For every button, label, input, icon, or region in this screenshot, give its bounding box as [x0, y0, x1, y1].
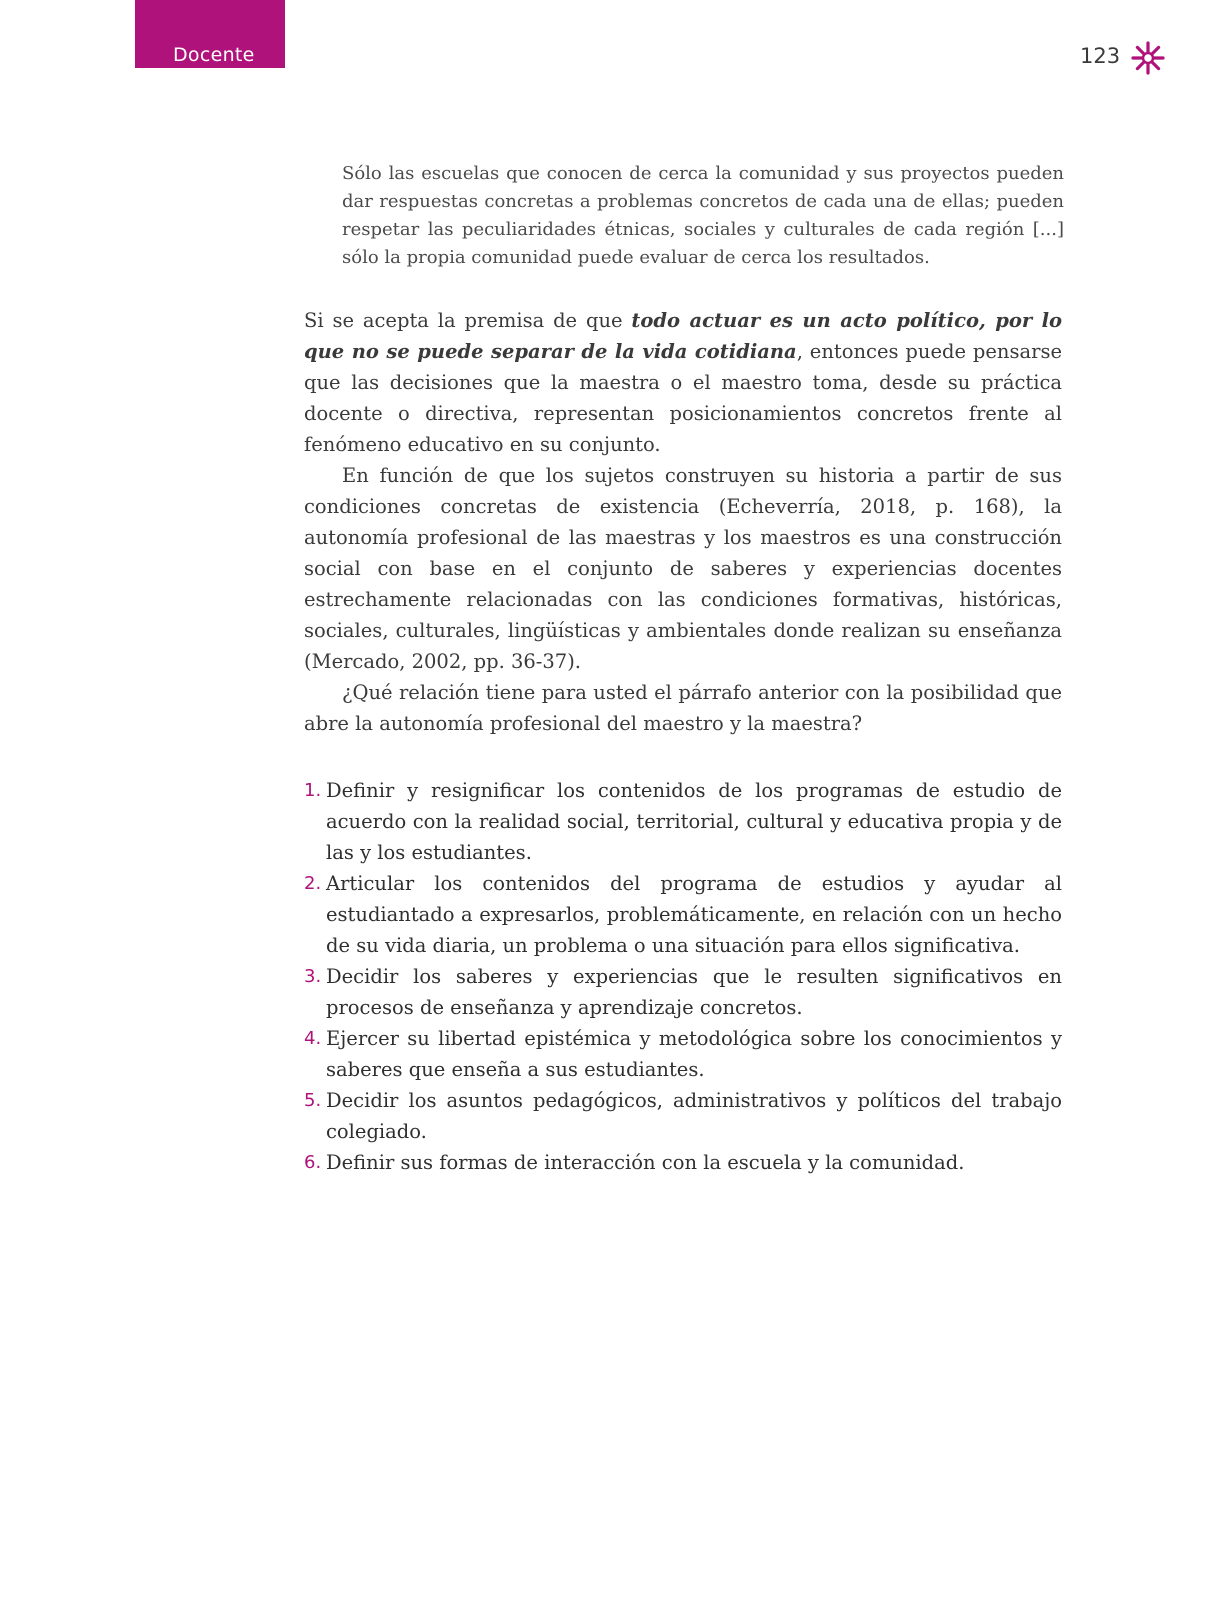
page-number: 123 — [1080, 44, 1121, 68]
list-text: Ejercer su libertad epistémica y metodológica sobre los conocimientos y saberes que enseña a sus estudiantes. — [326, 1027, 1062, 1081]
list-text: Decidir los saberes y experiencias que le resulten significativos en procesos de enseñanza y aprendizaje concretos. — [326, 965, 1062, 1019]
section-label: Docente — [173, 44, 255, 66]
list-text: Definir y resignificar los contenidos de los programas de estudio de acuerdo con la realidad social, territorial, cultural y educativa propia y de las y los estudiantes. — [326, 779, 1062, 864]
body-text — [304, 305, 1062, 739]
list-text: Articular los contenidos del programa de estudios y ayudar al estudiantado a expresarlos, problemáticamente, en relación con un hecho de su vida diaria, un problema o una situación para ellos significativa. — [326, 872, 1062, 957]
list-item — [304, 1085, 1062, 1147]
premise-intro: Si se acepta la premisa de que — [304, 309, 632, 332]
numbered-list — [304, 775, 1062, 1178]
list-item — [304, 868, 1062, 961]
list-number: 1. — [304, 780, 322, 801]
list-item — [304, 1023, 1062, 1085]
list-text: Decidir los asuntos pedagógicos, administrativos y políticos del trabajo colegiado. — [326, 1089, 1062, 1143]
list-item — [304, 775, 1062, 868]
premise-rest: , entonces puede pensarse que las decisiones que la maestra o el maestro toma, desde su práctica docente o directiva, representan posicionamientos concretos frente al fenómeno educativo en su conjunto. — [304, 340, 1062, 456]
list-number: 3. — [304, 966, 322, 987]
block-quote — [342, 160, 1064, 272]
list-number: 2. — [304, 873, 322, 894]
list-item — [304, 961, 1062, 1023]
quote-text: Sólo las escuelas que conocen de cerca la comunidad y sus proyectos pueden dar respuestas concretas a problemas concretos de cada una de ellas; pueden respetar las peculiaridades étnicas, sociales y culturales de cada región [...] sólo la propia comunidad puede evaluar de cerca los resultados. — [342, 163, 1064, 268]
list-number: 4. — [304, 1028, 322, 1049]
paragraph-autonomy: En función de que los sujetos construyen su historia a partir de sus condiciones concretas de existencia (Echeverría, 2018, p. 168), la autonomía profesional de las maestras y los maestros es una construcción social con base en el conjunto de saberes y experiencias docentes estrechamente relacionadas con las condiciones formativas, históricas, sociales, culturales, lingüísticas y ambientales donde realizan su enseñanza (Mercado, 2002, pp. 36-37). — [304, 464, 1062, 673]
asterisk-icon — [1130, 40, 1166, 76]
premise-emphasis: todo actuar es un acto político, por lo que no se puede separar de la vida cotidiana — [304, 309, 1062, 363]
paragraph-question: ¿Qué relación tiene para usted el párrafo anterior con la posibilidad que abre la autonomía profesional del maestro y la maestra? — [304, 681, 1062, 735]
list-text: Definir sus formas de interacción con la escuela y la comunidad. — [326, 1151, 965, 1174]
section-tab — [135, 0, 285, 68]
list-number: 6. — [304, 1152, 322, 1173]
list-item — [304, 1147, 1062, 1178]
paragraph-premise — [304, 305, 1062, 460]
list-number: 5. — [304, 1090, 322, 1111]
